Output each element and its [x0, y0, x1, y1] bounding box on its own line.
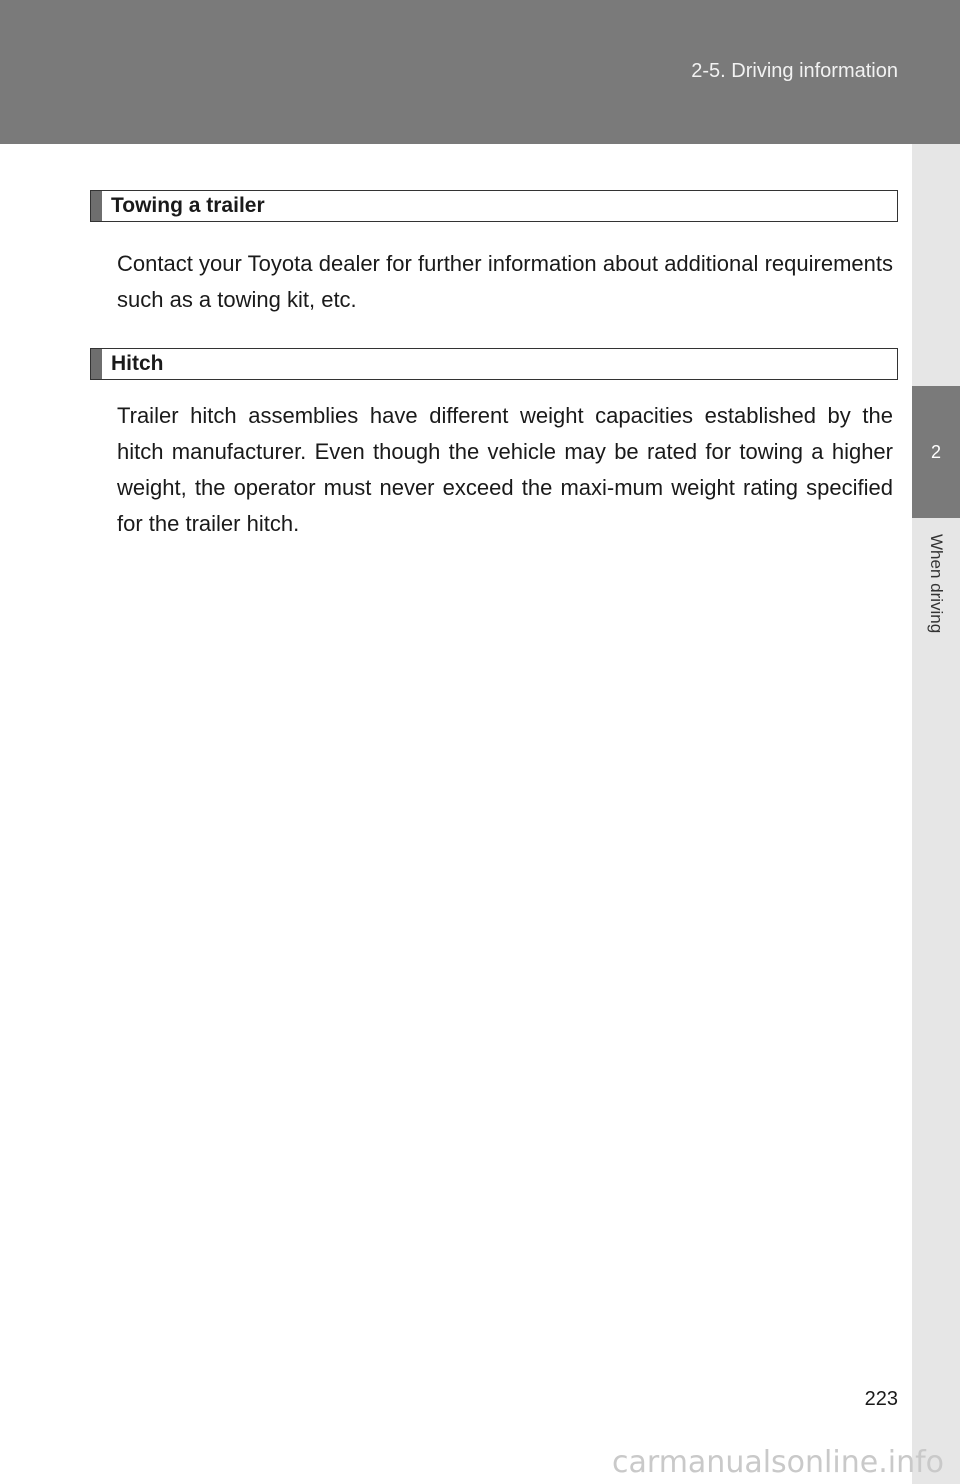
paragraph-towing: Contact your Toyota dealer for further information about additional requirements such as a towing kit, etc. — [117, 251, 893, 312]
heading-marker — [91, 349, 102, 379]
heading-marker — [91, 191, 102, 221]
heading-text: Hitch — [111, 352, 164, 375]
chapter-label-text: When driving — [927, 534, 946, 634]
section-breadcrumb: 2-5. Driving information — [691, 60, 898, 82]
section-heading-towing — [90, 190, 898, 222]
watermark: carmanualsonline.info — [612, 1445, 944, 1480]
section-heading-hitch — [90, 348, 898, 380]
chapter-tab — [912, 386, 960, 518]
page-number: 223 — [864, 1388, 898, 1410]
side-margin-top — [912, 144, 960, 386]
heading-text: Towing a trailer — [111, 194, 265, 217]
header-band — [0, 0, 960, 144]
chapter-number: 2 — [930, 441, 941, 462]
chapter-label — [912, 534, 960, 664]
paragraph-hitch: Trailer hitch assemblies have different weight capacities established by the hitch manufacturer. Even though the vehicle may be rated for towing a higher weight, the operator must never exceed the maxi-mum weight rating specified for the trailer hitch. — [117, 403, 893, 536]
